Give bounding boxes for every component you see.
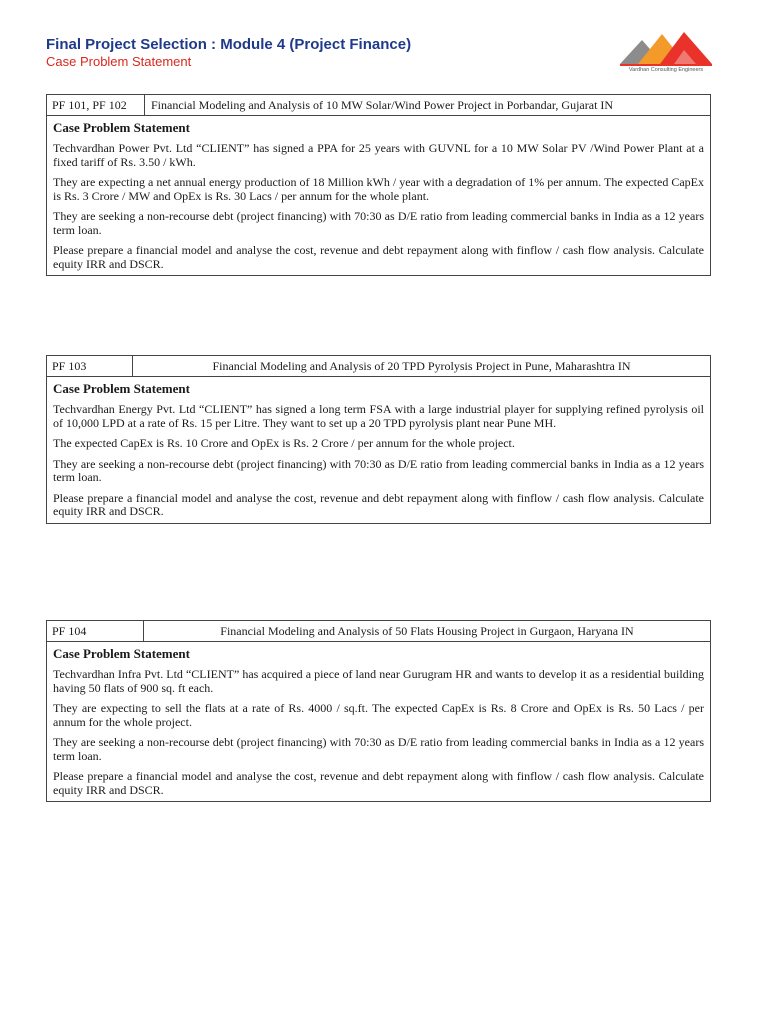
case-paragraph: Please prepare a financial model and analyse the cost, revenue and debt repayment along with finflow / cash flow analysis. Calculate equity IRR and DSCR. (53, 243, 704, 271)
case-paragraph: Please prepare a financial model and analyse the cost, revenue and debt repayment along with finflow / cash flow analysis. Calculate equity IRR and DSCR. (53, 769, 704, 797)
case-paragraph: The expected CapEx is Rs. 10 Crore and OpEx is Rs. 2 Crore / per annum for the whole project. (53, 436, 515, 450)
case-section-title: Case Problem Statement (53, 120, 190, 135)
logo-text: Vardhan Consulting Engineers (628, 67, 704, 73)
case-paragraph: They are seeking a non-recourse debt (project financing) with 70:30 as D/E ratio from leading commercial banks in India as a 12 years term loan. (53, 456, 704, 484)
case-id: PF 101, PF 102 (47, 95, 145, 115)
page-subtitle: Case Problem Statement (46, 54, 192, 69)
case-body (47, 116, 710, 275)
case-paragraph: Techvardhan Energy Pvt. Ltd “CLIENT” has signed a long term FSA with a large industrial player for supplying refined pyrolysis oil of 10,000 LPD at a rate of Rs. 15 per Litre. They want to set up a 20 TPD pyrolysis plant near Pune MH. (53, 402, 704, 430)
case-paragraph: They are seeking a non-recourse debt (project financing) with 70:30 as D/E ratio from leading commercial banks in India as a 12 years term loan. (53, 209, 704, 237)
case-id: PF 103 (47, 356, 133, 376)
case-paragraph: They are seeking a non-recourse debt (project financing) with 70:30 as D/E ratio from leading commercial banks in India as a 12 years term loan. (53, 735, 704, 763)
case-header (47, 356, 710, 377)
case-card-pf101 (46, 94, 711, 276)
case-id: PF 104 (47, 621, 144, 641)
case-body (47, 642, 710, 801)
case-paragraph: Please prepare a financial model and analyse the cost, revenue and debt repayment along with finflow / cash flow analysis. Calculate equity IRR and DSCR. (53, 490, 704, 518)
case-name: Financial Modeling and Analysis of 50 Flats Housing Project in Gurgaon, Haryana IN (220, 624, 634, 638)
case-card-pf103 (46, 355, 711, 524)
mountain-logo-icon (616, 22, 716, 68)
page-header (46, 34, 726, 84)
case-paragraph: Techvardhan Infra Pvt. Ltd “CLIENT” has acquired a piece of land near Gurugram HR and wants to develop it as a residential building having 50 flats of 900 sq. ft each. (53, 667, 704, 695)
case-section-title: Case Problem Statement (53, 646, 190, 661)
case-header (47, 95, 710, 116)
case-header (47, 621, 710, 642)
case-body (47, 377, 710, 523)
case-name: Financial Modeling and Analysis of 20 TPD Pyrolysis Project in Pune, Maharashtra IN (212, 359, 631, 373)
case-paragraph: They are expecting a net annual energy production of 18 Million kWh / year with a degradation of 1% per annum. The expected CapEx is Rs. 3 Crore / MW and OpEx is Rs. 30 Lacs / per annum for the whole plant. (53, 175, 704, 203)
case-paragraph: They are expecting to sell the flats at a rate of Rs. 4000 / sq.ft. The expected CapEx is Rs. 8 Crore and OpEx is Rs. 50 Lacs / per annum for the whole project. (53, 701, 704, 729)
company-logo (616, 22, 716, 78)
case-paragraph: Techvardhan Power Pvt. Ltd “CLIENT” has signed a PPA for 25 years with GUVNL for a 10 MW Solar PV /Wind Power Plant at a fixed tariff of Rs. 3.50 / kWh. (53, 141, 704, 169)
page-title: Final Project Selection : Module 4 (Project Finance) (46, 36, 412, 53)
case-section-title: Case Problem Statement (53, 381, 190, 396)
case-card-pf104 (46, 620, 711, 802)
case-name: Financial Modeling and Analysis of 10 MW Solar/Wind Power Project in Porbandar, Gujarat IN (151, 98, 614, 112)
